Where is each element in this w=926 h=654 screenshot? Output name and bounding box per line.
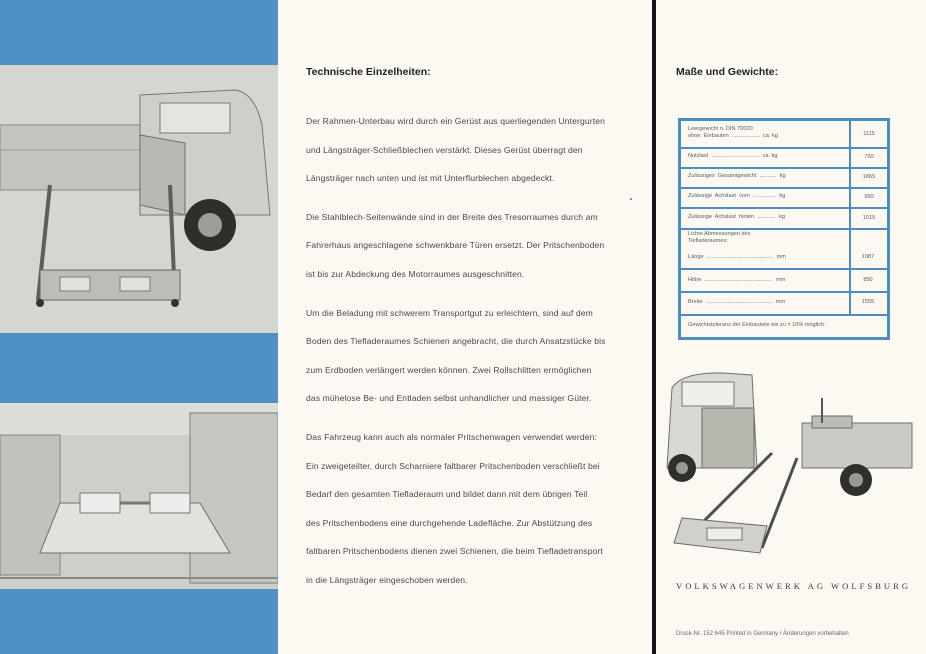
row-rule — [681, 291, 887, 293]
text-line: faltbaren Pritschenbodens dienen zwei Schienen, die beim Tiefladetransport — [306, 546, 603, 557]
text-line — [306, 289, 634, 299]
text-line: das mühelose Be- und Entladen selbst unhandlicher und massiger Güter. — [306, 393, 592, 404]
spec-value-cell — [849, 121, 887, 147]
spec-value: 1555 — [861, 299, 875, 305]
spec-row — [681, 147, 887, 169]
text-line: Um die Beladung mit schwerem Transportgut zu erleichtern, sind auf dem — [306, 307, 593, 318]
text-line: Der Rahmen-Unterbau wird durch ein Gerüst aus querliegenden Untergurten — [306, 116, 605, 126]
blue-band-top — [0, 0, 278, 65]
print-dot — [630, 198, 632, 200]
spec-value-cell — [849, 167, 887, 187]
text-line: in die Längsträger eingeschoben werden. — [306, 574, 468, 585]
text-line: des Pritschenbodens eine durchgehende Ladefläche. Zur Abstützung des — [306, 517, 593, 528]
footer-note: Druck-Nr. 152 645 Printed in Germany / Änderungen vorbehalten — [676, 631, 849, 637]
photo-truck-side — [0, 65, 278, 333]
specs-heading: Maße und Gewichte: — [676, 66, 779, 78]
spec-row-group — [681, 228, 887, 316]
text-line: Fahrerhaus angeschlagene schwenkbare Türen ersetzt. Der Pritschenboden — [306, 240, 605, 251]
text-line: Das Fahrzeug kann auch als normaler Pritschenwagen verwendet werden: — [306, 431, 598, 442]
text-line — [306, 413, 634, 423]
truck-illustration — [662, 368, 920, 558]
row-rule — [681, 268, 887, 270]
spec-row — [681, 121, 887, 149]
text-line: Ein zweigeteilter, durch Scharniere faltbarer Pritschenboden verschließt bei — [306, 460, 600, 471]
text-line: Die Stahlblech-Seitenwände sind in der Breite des Tresorraumes durch am — [306, 211, 598, 222]
text-line: und Längsträger-Schließblechen verstärkt. Dieses Gerüst überragt den — [306, 144, 583, 155]
spec-group-label: Lichte Abmessungen des Tiefladeraumes: — [688, 231, 751, 244]
spec-value: 950 — [864, 194, 874, 200]
blue-band-bottom — [0, 589, 278, 654]
text-line: zum Erdboden verlängert werden können. Zwei Rollschlitten ermöglichen — [306, 364, 592, 375]
spec-value-cell — [849, 207, 887, 228]
spec-value-cell — [849, 147, 887, 167]
spec-value: 1087 — [861, 254, 875, 260]
brand-name: VOLKSWAGENWERK AG WOLFSBURG — [676, 581, 912, 591]
spec-label: Höhe ............................................ mm — [688, 277, 786, 283]
text-line: Bedarf den gesamten Tiefladeraum und bildet dann mit dem übrigen Teil — [306, 489, 588, 500]
spec-value: 850 — [863, 277, 873, 283]
spec-row — [681, 187, 887, 209]
spec-label: Zulässiges Gesamtgewicht ........... kg — [688, 173, 786, 179]
spec-value: 1015 — [862, 214, 876, 221]
spec-label: Nutzlast ............................... ca. kg — [688, 153, 778, 159]
text-line: Boden des Tiefladeraumes Schienen angebracht, die durch Ansatzstücke bis — [306, 336, 606, 347]
spec-row — [681, 167, 887, 189]
tolerance-row — [681, 314, 887, 337]
technical-heading: Technische Einzelheiten: — [306, 66, 431, 78]
photo-loading-area — [0, 403, 278, 589]
text-line: ist bis zur Abdeckung des Motorraumes ausgeschnitten. — [306, 268, 525, 279]
spec-value: 1115 — [863, 131, 875, 137]
technical-text — [306, 107, 634, 595]
tolerance-note: Gewichtstoleranz der Einbauteile bis zu ± 10% möglich. — [688, 322, 826, 328]
spec-label: Zulässige Achslast vorn ............... kg — [688, 193, 786, 199]
text-line: Längsträger nach unten und ist mit Unterflurblechen abgedeckt. — [306, 173, 555, 184]
spec-value: 1865 — [862, 174, 876, 180]
column-divider — [652, 0, 656, 654]
blue-band-middle — [0, 333, 278, 403]
spec-label: Zulässige Achslast hinten ............ kg — [688, 214, 786, 220]
spec-value-cell — [849, 187, 887, 207]
specs-table — [678, 118, 890, 340]
spec-label: Breite ........................................... mm — [688, 299, 785, 305]
spec-label: Länge ........................................... mm — [688, 254, 786, 260]
spec-value: 750 — [864, 154, 874, 160]
spec-row — [681, 207, 887, 230]
text-line — [306, 193, 634, 203]
spec-label: Leergewicht n. DIN 70020 ohne Einbauten .................. ca. kg — [688, 126, 778, 139]
